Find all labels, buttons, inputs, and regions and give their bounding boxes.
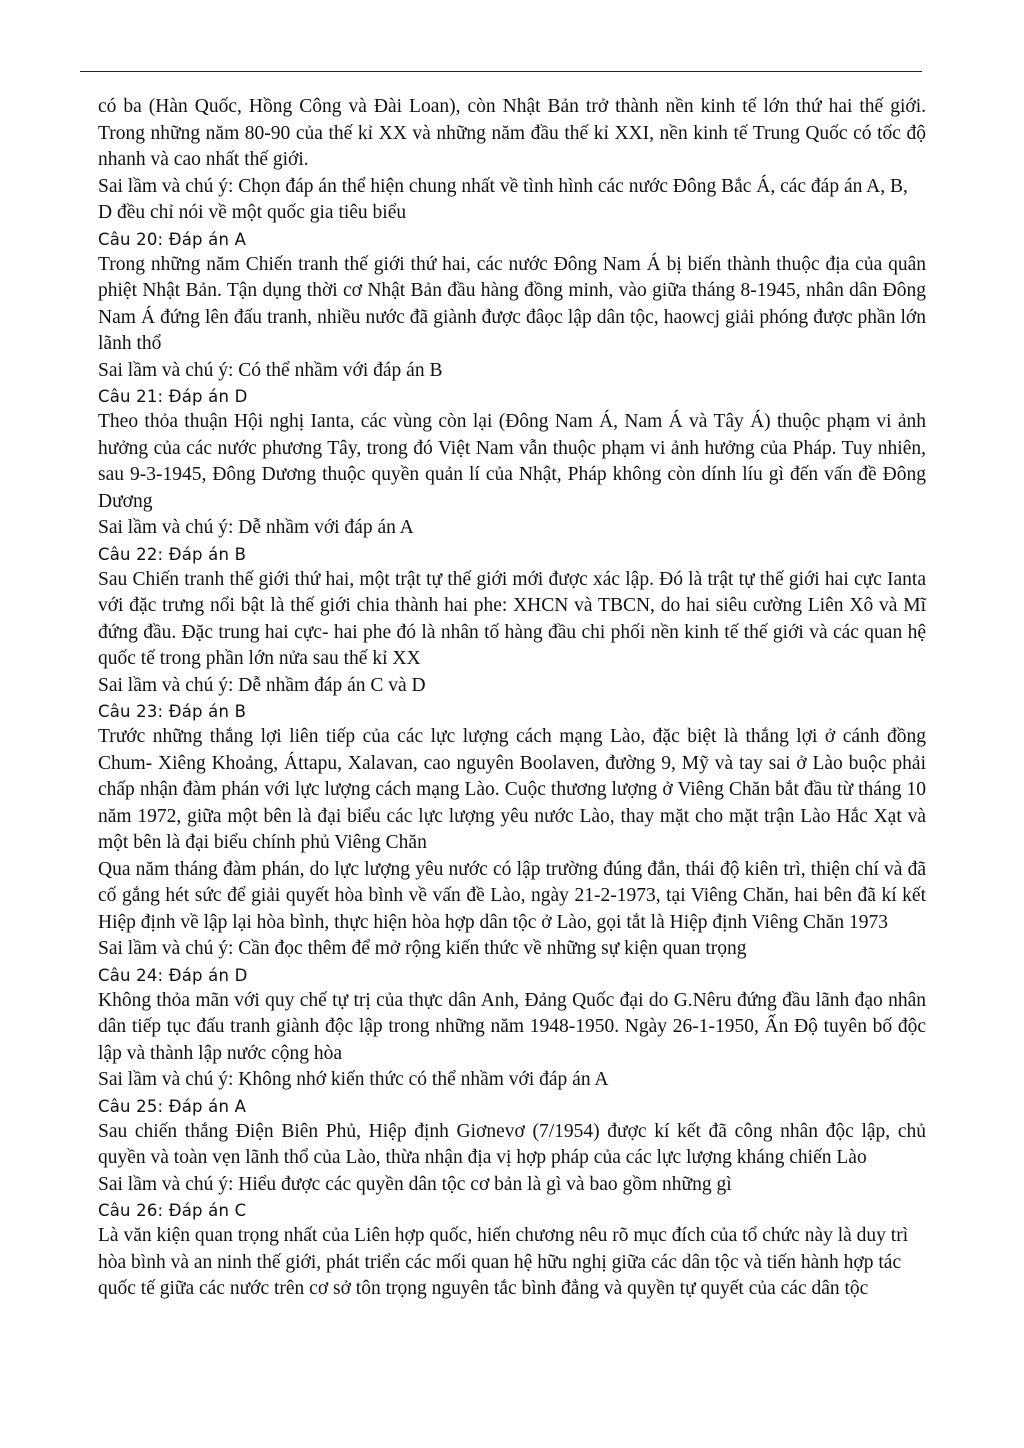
paragraph: có ba (Hàn Quốc, Hồng Công và Đài Loan), còn Nhật Bản trở thành nền kinh tế lớn thứ hai thế giới. Trong những năm 80-90 của thế kỉ XX và những năm đầu thế kỉ XXI, nền kinh tế Trung Quốc có tốc độ nhanh và cao nhất thế giới. — [98, 96, 926, 170]
paragraph: Sau Chiến tranh thế giới thứ hai, một trật tự thế giới mới được xác lập. Đó là trật tự thế giới hai cực Ianta với đặc trưng nổi bật là thế giới chia thành hai phe: XHCN và TBCN, do hai siêu cường Liên Xô và Mĩ đứng đầu. Đặc trung hai cực- hai phe đó là nhân tố hàng đầu chi phối nền kinh tế thế giới và các quan hệ quốc tế trong phần lớn nửa sau thế kỉ XX — [98, 568, 926, 669]
paragraph: Là văn kiện quan trọng nhất của Liên hợp quốc, hiến chương nêu rõ mục đích của tổ chức này là duy trì hòa bình và an ninh thế giới, phát triển các mối quan hệ hữu nghị giữa các dân tộc và tiến hành hợp tác quốc tế giữa các nước trên cơ sở tôn trọng nguyên tắc bình đẳng và quyền tự quyết của các dân tộc — [98, 1225, 909, 1299]
question-heading: Câu 21: Đáp án D — [98, 387, 248, 406]
note-paragraph: Sai lầm và chú ý: Chọn đáp án thể hiện chung nhất về tình hình các nước Đông Bắc Á, các đáp án A, B, D đều chỉ nói về một quốc gia tiêu biểu — [98, 175, 908, 223]
question-heading: Câu 26: Đáp án C — [98, 1201, 247, 1220]
paragraph: Qua năm tháng đàm phán, do lực lượng yêu nước có lập trường đúng đắn, thái độ kiên trì, thiện chí và đã cố gắng hét sức để giải quyết hòa bình về vấn đề Lào, ngày 21-2-1973, tại Viêng Chăn, hai bên đã kí kết Hiệp định về lập lại hòa bình, thực hiện hòa hợp dân tộc ở Lào, gọi tắt là Hiệp định Viêng Chăn 1973 — [98, 858, 926, 933]
paragraph: Trong những năm Chiến tranh thế giới thứ hai, các nước Đông Nam Á bị biến thành thuộc địa của quân phiệt Nhật Bản. Tận dụng thời cơ Nhật Bản đầu hàng đồng minh, vào giữa tháng 8-1945, nhân dân Đông Nam Á đứng lên đấu tranh, nhiều nước đã giành được đâọc lập dân tộc, haowcj giải phóng được phần lớn lãnh thổ — [98, 253, 926, 354]
question-heading: Câu 23: Đáp án B — [98, 702, 247, 721]
note-paragraph: Sai lầm và chú ý: Dễ nhầm đáp án C và D — [98, 674, 426, 696]
document-body — [98, 94, 926, 1303]
paragraph: Theo thỏa thuận Hội nghị Ianta, các vùng còn lại (Đông Nam Á, Nam Á và Tây Á) thuộc phạm vi ảnh hưởng của các nước phương Tây, trong đó Việt Nam vẫn thuộc phạm vi ảnh hưởng của Pháp. Tuy nhiên, sau 9-3-1945, Đông Dương thuộc quyền quản lí của Nhật, Pháp không còn dính líu gì đến vấn đề Đông Dương — [98, 411, 926, 512]
question-heading: Câu 25: Đáp án A — [98, 1096, 247, 1116]
question-heading: Câu 20: Đáp án A — [98, 229, 247, 249]
question-heading: Câu 24: Đáp án D — [98, 965, 248, 985]
note-paragraph: Sai lầm và chú ý: Có thể nhầm với đáp án B — [98, 359, 443, 381]
note-paragraph: Sai lầm và chú ý: Cần đọc thêm để mở rộng kiến thức về những sự kiện quan trọng — [98, 938, 747, 959]
note-paragraph: Sai lầm và chú ý: Không nhớ kiến thức có thể nhầm với đáp án A — [98, 1069, 609, 1090]
paragraph: Sau chiến thắng Điện Biên Phủ, Hiệp định Giơnevơ (7/1954) được kí kết đã công nhân độc lập, chủ quyền và toàn vẹn lãnh thổ của Lào, thừa nhận địa vị hợp pháp của các lực lượng kháng chiến Lào — [98, 1120, 926, 1168]
note-paragraph: Sai lầm và chú ý: Hiểu được các quyền dân tộc cơ bản là gì và bao gồm những gì — [98, 1173, 732, 1195]
paragraph: Không thỏa mãn với quy chế tự trị của thực dân Anh, Đảng Quốc đại do G.Nêru đứng đầu lãnh đạo nhân dân tiếp tục đấu tranh giành độc lập trong những năm 1948-1950. Ngày 26-1-1950, Ấn Độ tuyên bố độc lập và thành lập nước cộng hòa — [98, 989, 926, 1064]
question-heading: Câu 22: Đáp án B — [98, 544, 247, 564]
note-paragraph: Sai lầm và chú ý: Dễ nhầm với đáp án A — [98, 517, 414, 538]
header-rule — [80, 71, 922, 72]
paragraph: Trước những thắng lợi liên tiếp của các lực lượng cách mạng Lào, đặc biệt là thắng lợi ở cánh đồng Chum- Xiêng Khoảng, Áttapu, Xalavan, cao nguyên Boolaven, đường 9, Mỹ và tay sai ở Lào buộc phải chấp nhận đàm phán với lực lượng cách mạng Lào. Cuộc thương lượng ở Viêng Chăn bắt đầu từ tháng 10 năm 1972, giữa một bên là đại biểu các lực lượng yêu nước Lào, thay mặt cho mặt trận Lào Hắc Xạt và một bên là đại biểu chính phủ Viêng Chăn — [98, 726, 926, 853]
